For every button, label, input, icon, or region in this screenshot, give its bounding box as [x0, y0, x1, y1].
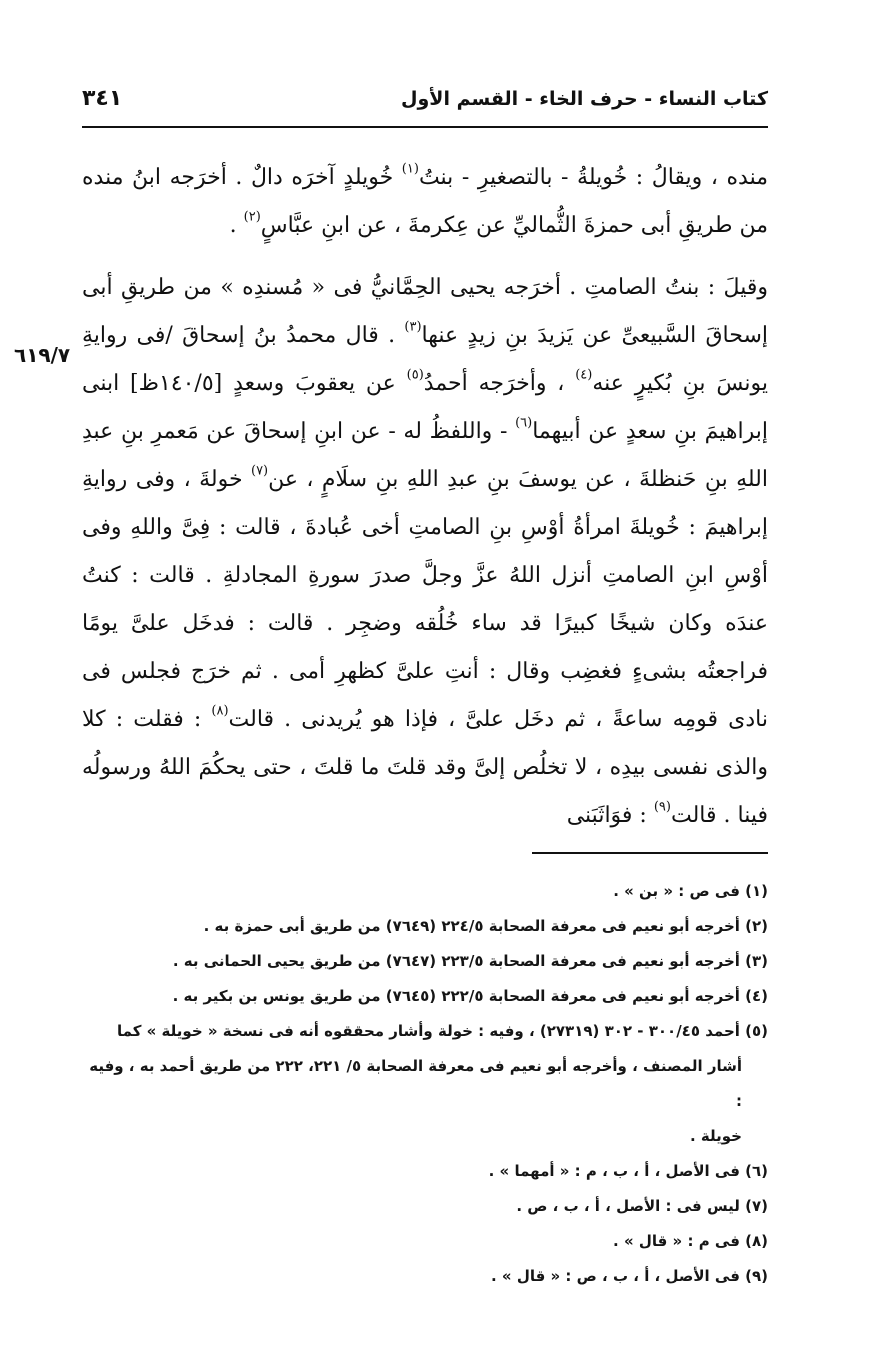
footnote-line: (٧) ليس فى : الأصل ، أ ، ب ، ص .	[516, 1197, 768, 1215]
footnote-marker[interactable]: (٧)	[250, 463, 269, 479]
footnote-line: خويلة .	[690, 1127, 742, 1145]
header-title: كتاب النساء - حرف الخاء - القسم الأول	[401, 88, 768, 110]
footnote	[82, 1189, 768, 1224]
footnote	[82, 874, 768, 909]
footnote	[82, 1154, 768, 1189]
footnote-marker[interactable]: (٦)	[515, 415, 533, 431]
footnote-line: (٨) فى م : « قال » .	[613, 1232, 768, 1250]
footnote-marker[interactable]: (١)	[401, 161, 419, 177]
header-rule	[82, 126, 768, 128]
footnote	[82, 1224, 768, 1259]
footnotes	[82, 874, 768, 1294]
running-header	[82, 86, 768, 122]
footnote-line: (٢) أخرجه أبو نعيم فى معرفة الصحابة ٢٢٤/٥ (٧٦٤٩) من طريق أبى حمزة به .	[203, 917, 768, 935]
footnote-line: أشار المصنف ، وأخرجه أبو نعيم فى معرفة الصحابة ٥/ ٢٢١، ٢٢٢ من طريق أحمد به ، وفيه :	[89, 1057, 742, 1110]
footnote-line: (٦) فى الأصل ، أ ، ب ، م : « أمهما » .	[488, 1162, 768, 1180]
paragraph	[82, 264, 768, 840]
footnote-marker[interactable]: (٩)	[653, 799, 671, 815]
text-run: منده ، ويقالُ : خُويلةُ - بالتصغيرِ - بنتُ	[418, 165, 768, 190]
footnote	[82, 979, 768, 1014]
margin-reference: ٦١٩/٧	[14, 343, 71, 367]
footnote-separator	[532, 852, 768, 854]
footnote	[82, 1259, 768, 1294]
main-text	[82, 154, 768, 840]
text-run: - واللفظُ له - عن ابنِ إسحاقَ عن مَعمرِ بنِ عبدِ اللهِ بنِ حَنظلةَ ، عن يوسفَ بنِ عبدِ اللهِ بنِ سلَامٍ ، عن	[82, 419, 768, 492]
footnote-marker[interactable]: (٣)	[404, 319, 422, 335]
text-run: : فقلت : كلا والذى نفسى بيدِه ، لا تخلُص إلىَّ وقد قلتَ ما قلتَ ، حتى يحكُمَ اللهُ ورسولُه فينا . قالت	[82, 707, 768, 828]
footnote-marker[interactable]: (٢)	[243, 209, 261, 225]
footnote-marker[interactable]: (٤)	[575, 367, 593, 383]
page-number: ٣٤١	[82, 86, 123, 111]
footnote-line: (٩) فى الأصل ، أ ، ب ، ص : « قال » .	[491, 1267, 768, 1285]
text-run: عن يعقوبَ وسعدٍ [١٤٠/٥ظ] ابنى إبراهيمَ بنِ سعدٍ عن أبيهما	[82, 371, 768, 444]
text-run: وقيلَ : بنتُ الصامتِ . أخرَجه يحيى الحِمَّانيُّ فى « مُسندِه » من طريقِ أبى إسحاقَ السَّبيعىِّ عن يَزيدَ بنِ زيدٍ عنها	[82, 275, 768, 348]
footnote-marker[interactable]: (٥)	[406, 367, 424, 383]
footnote-line: (٥) أحمد ٣٠٠/٤٥ - ٣٠٢ (٢٧٣١٩) ، وفيه : خولة وأشار محققوه أنه فى نسخة « خويلة » كما	[117, 1022, 768, 1040]
footnote	[82, 944, 768, 979]
text-run: .	[229, 213, 244, 238]
text-run: خولةَ ، وفى روايةِ إبراهيمَ : خُويلةَ امرأةُ أوْسِ بنِ الصامتِ أخى عُبادةَ ، قالت : فِىَّ واللهِ وفى أوْسِ ابنِ الصامتِ أنزل اللهُ عزَّ وجلَّ صدرَ سورةِ المجادلةِ . قالت : كنتُ عندَه وكان شيخًا كبيرًا قد ساء خُلُقه وضجِر . قالت : فدخَل علىَّ يومًا فراجعتُه بشىءٍ فغضِب وقال : أنتِ علىَّ كظهرِ أمى . ثم خرَج فجلس فى نادى قومِه ساعةً ، ثم دخَل علىَّ ، فإذا هو يُريدنى . قالت	[82, 467, 768, 732]
text-run: ، وأخرَجه أحمدُ	[423, 371, 576, 396]
text-run: . قال محمدُ بنُ إسحاقَ /فى روايةِ يونسَ بنِ بُكيرٍ عنه	[82, 323, 768, 396]
text-run: : فوَاثَبَنى	[566, 803, 654, 828]
footnote-line: (٤) أخرجه أبو نعيم فى معرفة الصحابة ٢٢٢/٥ (٧٦٤٥) من طريق يونس بن بكير به .	[172, 987, 768, 1005]
footnote-line: (٣) أخرجه أبو نعيم فى معرفة الصحابة ٢٢٣/٥ (٧٦٤٧) من طريق يحيى الحمانى به .	[172, 952, 768, 970]
footnote-line: (١) فى ص : « بن » .	[613, 882, 768, 900]
paragraph	[82, 154, 768, 250]
footnote	[82, 909, 768, 944]
footnote-marker[interactable]: (٨)	[211, 703, 229, 719]
text-run: خُويلدٍ آخرَه دالٌ . أخرَجه ابنُ منده من طريقِ أبى حمزةَ الثُّماليِّ عن عِكرمةَ ، عن ابنِ عبَّاسٍ	[82, 165, 768, 238]
footnote	[82, 1014, 768, 1154]
